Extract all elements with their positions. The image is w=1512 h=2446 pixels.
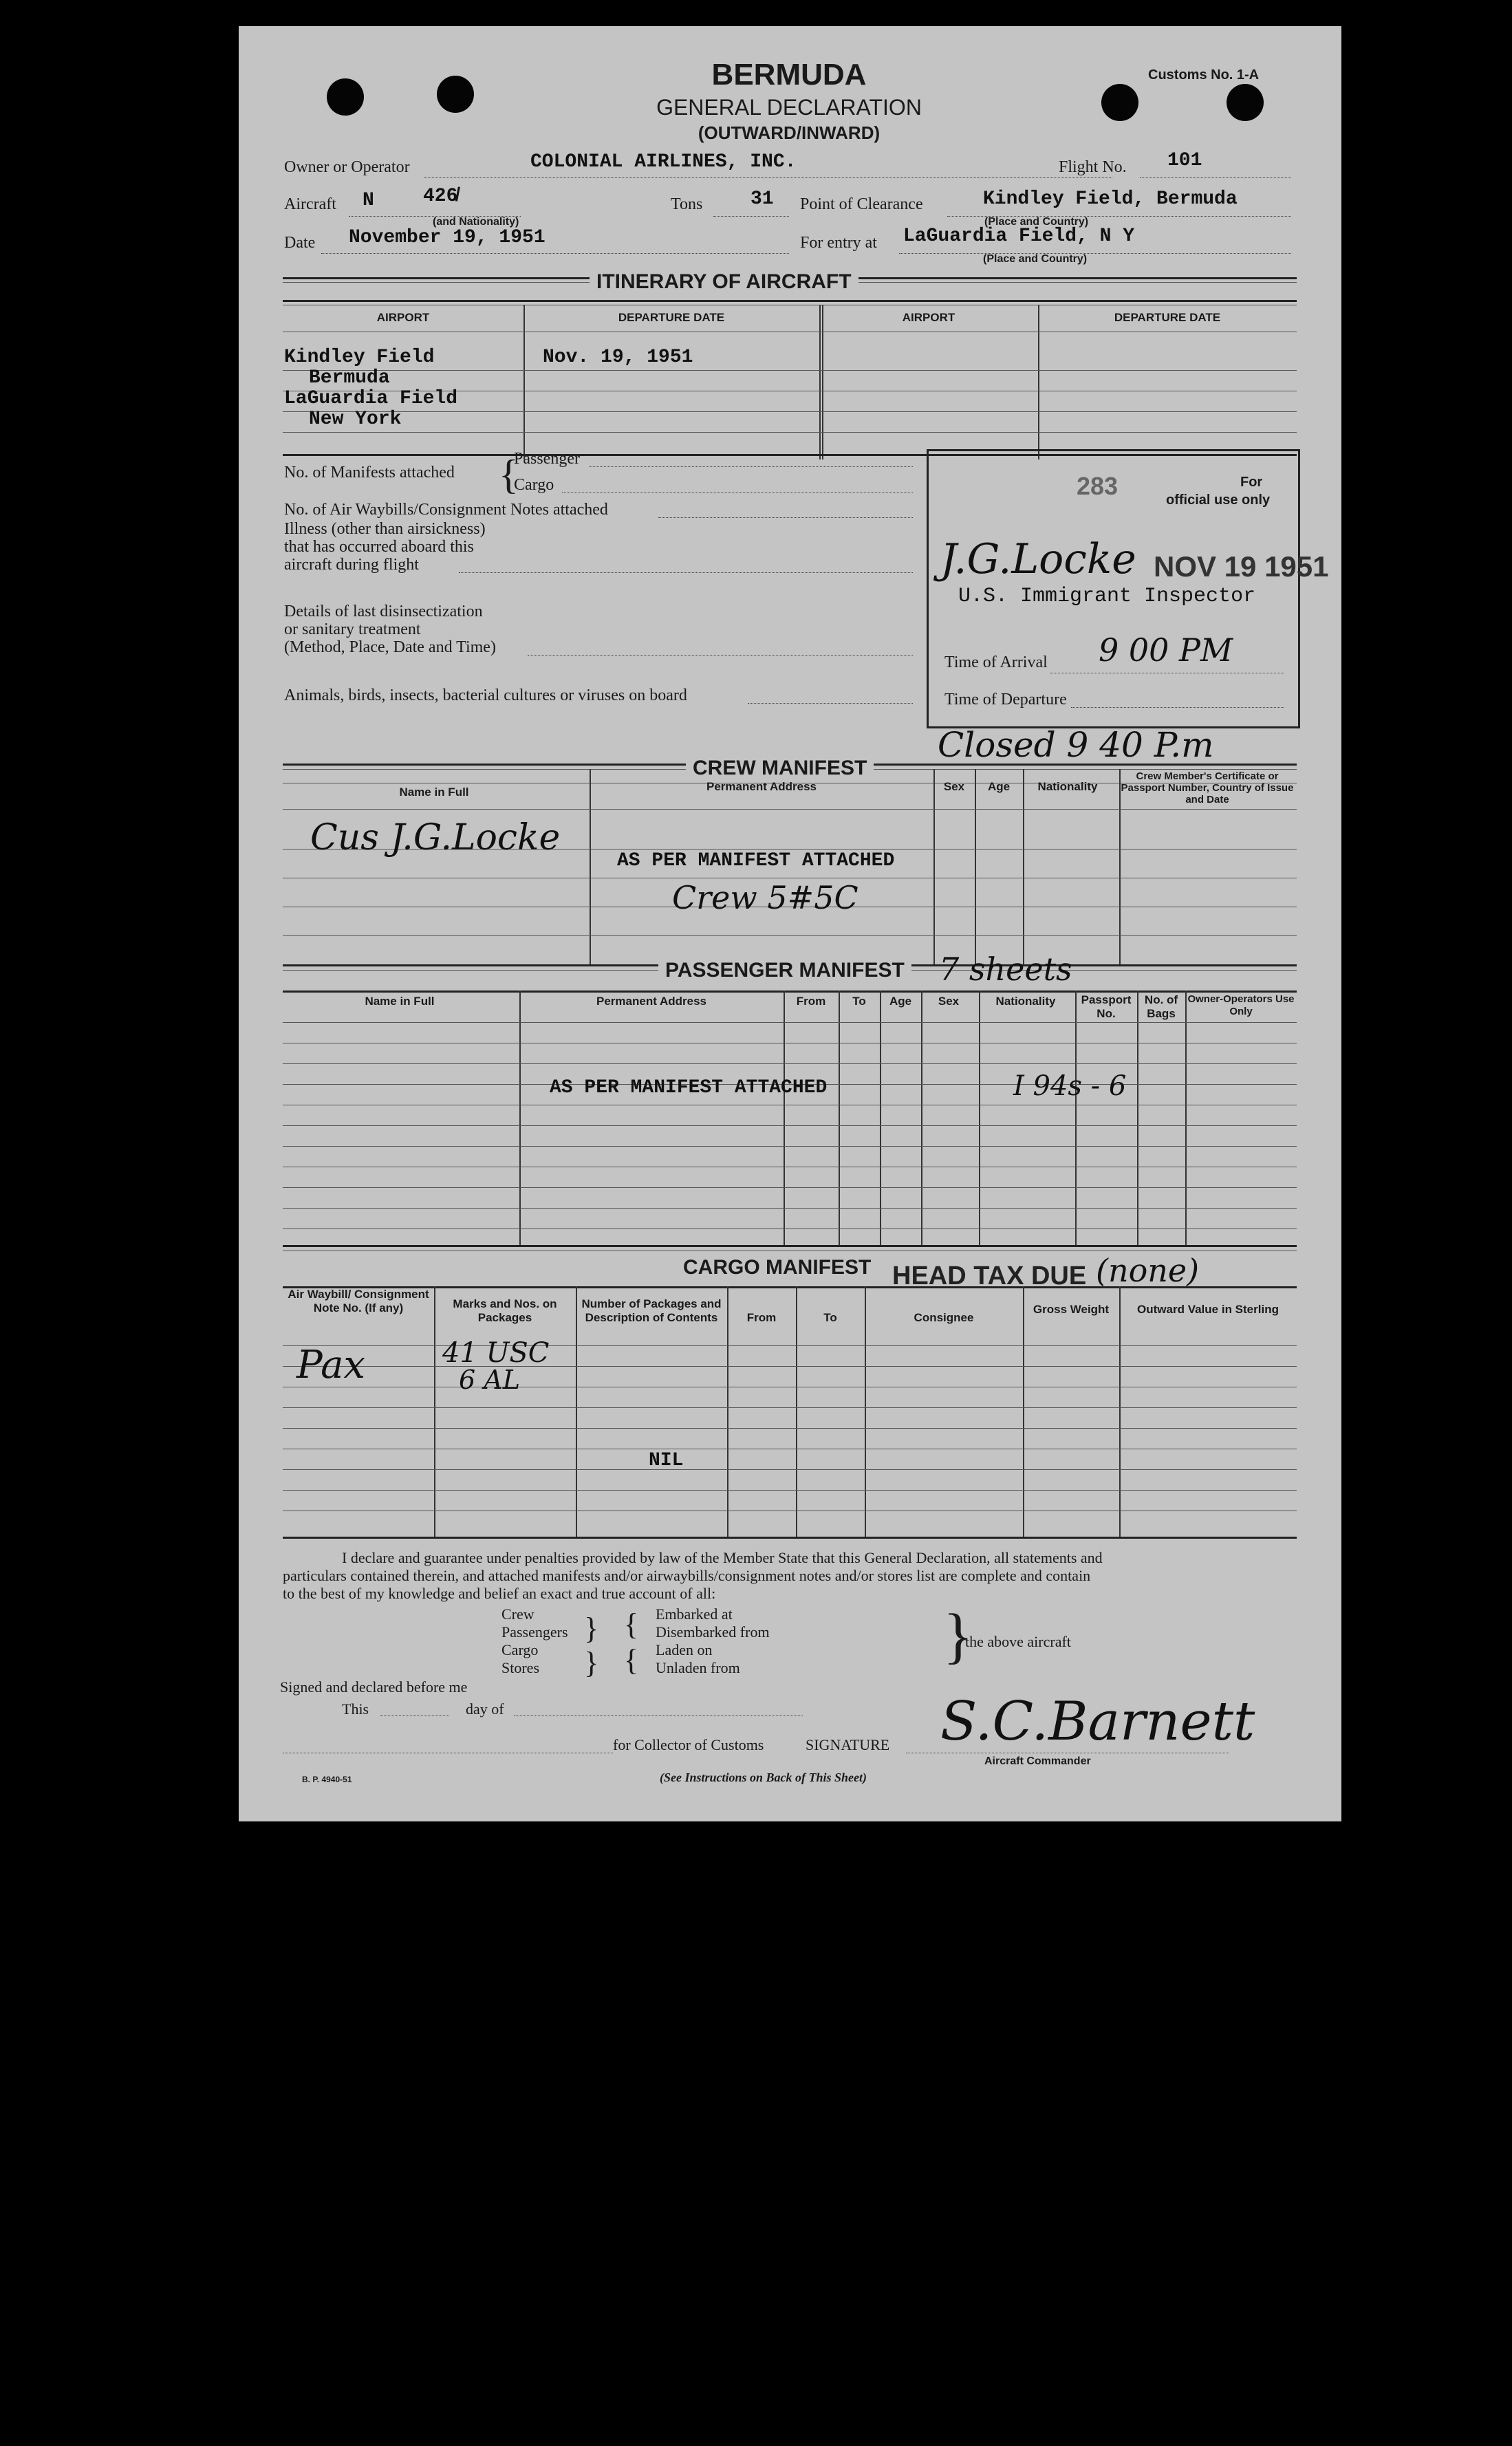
declaration-stores: Stores: [501, 1659, 539, 1676]
disinsect-label-1: Details of last disinsectization: [284, 603, 483, 620]
itinerary-col-departure-2: DEPARTURE DATE: [1114, 311, 1221, 324]
illness-label-2: that has occurred aboard this: [284, 538, 474, 556]
passenger-col-nationality: Nationality: [995, 995, 1056, 1008]
cargo-col-waybill: Air Waybill/ Consignment Note No. (If any): [288, 1288, 429, 1314]
tons-label: Tons: [671, 195, 703, 213]
place-country-note: (Place and Country): [983, 253, 1088, 265]
declaration-crew: Crew: [501, 1605, 534, 1623]
itinerary-col-airport: AIRPORT: [376, 311, 430, 324]
flight-value: 101: [1167, 150, 1202, 171]
cargo-col-value: Outward Value in Sterling: [1137, 1303, 1279, 1316]
illness-label-1: Illness (other than airsickness): [284, 520, 486, 538]
crew-col-certificate: Crew Member's Certificate or Passport Number, Country of Issue and Date: [1121, 770, 1294, 805]
punch-hole: [327, 78, 364, 116]
instructions-note: (See Instructions on Back of This Sheet): [660, 1771, 867, 1784]
form-direction: (OUTWARD/INWARD): [698, 122, 881, 143]
collector-label: for Collector of Customs: [613, 1736, 764, 1753]
cargo-handwritten-marks-2: 6 AL: [459, 1365, 520, 1395]
crew-closed-annotation: Closed 9 40 P.m: [938, 725, 1214, 765]
cargo-col-consignee: Consignee: [914, 1311, 974, 1324]
disinsect-label-2: or sanitary treatment: [284, 620, 421, 638]
cargo-manifest-title: CARGO MANIFEST: [676, 1256, 878, 1279]
animals-label: Animals, birds, insects, bacterial cultures or viruses on board: [284, 686, 687, 704]
itinerary-airport-1: Kindley Field: [284, 347, 435, 368]
itinerary-airport-2-country: New York: [309, 409, 402, 430]
passenger-col-address: Permanent Address: [596, 995, 706, 1008]
cargo-handwritten-pax: Pax: [296, 1343, 366, 1387]
declaration-day-of: day of: [466, 1700, 504, 1718]
crew-manifest-title: CREW MANIFEST: [686, 757, 874, 780]
punch-hole: [437, 76, 474, 113]
passenger-col-owner: Owner-Operators Use Only: [1187, 993, 1295, 1017]
nationality-note: (and Nationality): [433, 216, 519, 228]
signature-label: SIGNATURE: [806, 1736, 890, 1753]
declaration-text-1: I declare and guarantee under penalties provided by law of the Member State that this General Declaration, all statements and: [342, 1549, 1103, 1566]
inspector-title: U.S. Immigrant Inspector: [958, 585, 1256, 608]
passenger-col-from: From: [796, 995, 826, 1008]
arrival-time-label: Time of Arrival: [944, 653, 1048, 671]
crew-col-name: Name in Full: [399, 786, 469, 799]
illness-label-3: aircraft during flight: [284, 556, 419, 574]
clearance-value: Kindley Field, Bermuda: [983, 188, 1238, 210]
declaration-disembarked: Disembarked from: [656, 1623, 770, 1641]
cargo-manifests-label: Cargo: [514, 476, 554, 494]
date-label: Date: [284, 234, 316, 252]
official-stamp-number: 283: [1077, 472, 1119, 500]
passenger-col-sex: Sex: [938, 995, 960, 1008]
passenger-col-to: To: [852, 995, 866, 1008]
punch-hole: [1227, 84, 1264, 121]
commander-label: Aircraft Commander: [984, 1755, 1091, 1767]
departure-time-label: Time of Departure: [944, 691, 1067, 708]
declaration-form: BERMUDA GENERAL DECLARATION (OUTWARD/INWARD) Customs No. 1-A Owner or Operator COLONIAL AIRLINES, INC. Flight No. 101 Aircraft N 426̸̸ (and Nationality) Tons 31 Point of Clearance Kindley Field, Bermuda (Place and Country) Date November 19, 1951 For entry at LaGuardia Field, N Y (Place and Country) ITINERARY OF AIRCRAFT AIRPORT DEPARTURE DATE AIRPORT DEPARTURE DATE Kindley Field Bermuda LaGuardia Field New York Nov. 19, 1951 No. of Manifests attached { Passenger Cargo No. of Air Waybills/Consignment Notes attached Illness (other than airsickness) that has occurred aboard this aircraft during flight Details of last disinsectization or sanitary treatment (Method, Place, Date and Time) Animals, birds, insects, bacterial cultures or viruses on board For official use only 283 NOV 19 1951 J.G.Locke U.S. Immigrant Inspector Time of Arrival 9 00 PM Time of Departure CREW MANIFEST Closed 9 40 P.m Name in Full Permanent Address Sex Age Nationality Crew Member's Certificate or Passport Number, Country of Issue and Date Cus J.G.Locke AS PER MANIFEST ATTACHED Crew 5#5C PASSENGER MANIFEST 7 sheets Name in Full Permanent Address From To Age Sex Nationality Passport No. No. of Bags Owner-Operators Use Only AS PER MANIFEST ATTACHED I 94s - 6 CARGO MANIFEST HEAD TAX DUE (none) Air Waybill/ Consignment Note No. (If any) Marks and Nos. on Packages Number of Packages and Description of Contents From To Consignee Gross Weight Outward Value in Sterling Pax 41 USC 6 AL NIL I declare and guarantee under penalties provided by law of the Member State that this General Declaration, all statements and particulars contained therein, and attached manifests and/or airwaybills/consignment notes and/or stores list are complete and contain to the best of my knowledge and belief an exact and true account of all: Crew Passengers Cargo Stores } } { { Embarked at Disembarked from Laden on Unladen from } the above aircraft Signed and declared before me This day of for Collector of Customs SIGNATURE S.C.Barnett Aircraft Commander B. P. 4940-51 (See Instructions on Back of This Sheet): [239, 26, 1341, 1821]
aircraft-value: 426̸̸: [423, 186, 458, 207]
cargo-manifest-entry: NIL: [649, 1450, 684, 1471]
entry-label: For entry at: [800, 234, 877, 252]
declaration-above-aircraft: the above aircraft: [965, 1633, 1071, 1650]
passenger-col-bags: No. of Bags: [1144, 993, 1178, 1020]
declaration-text-3: to the best of my knowledge and belief an exact and true account of all:: [283, 1585, 716, 1602]
aircraft-prefix: N: [363, 190, 374, 211]
owner-value: COLONIAL AIRLINES, INC.: [530, 151, 797, 173]
declaration-unladen: Unladen from: [656, 1659, 740, 1676]
head-tax-handwritten: (none): [1096, 1252, 1200, 1289]
date-value: November 19, 1951: [349, 227, 546, 248]
crew-col-sex: Sex: [943, 780, 965, 793]
crew-col-address: Permanent Address: [706, 780, 817, 793]
official-for-label: For: [1240, 475, 1263, 490]
manifests-label: No. of Manifests attached: [284, 464, 455, 481]
passenger-col-passport: Passport No.: [1081, 993, 1132, 1020]
clearance-label: Point of Clearance: [800, 195, 923, 213]
passenger-manifest-entry: AS PER MANIFEST ATTACHED: [550, 1077, 828, 1098]
cargo-col-weight: Gross Weight: [1033, 1303, 1110, 1316]
inspector-signature: J.G.Locke: [940, 535, 1136, 583]
customs-form-number: Customs No. 1-A: [1148, 67, 1260, 83]
commander-signature: S.C.Barnett: [940, 1691, 1255, 1753]
arrival-time-value: 9 00 PM: [1099, 631, 1233, 669]
crew-col-age: Age: [987, 780, 1011, 793]
itinerary-departure-date: Nov. 19, 1951: [543, 347, 693, 368]
cargo-handwritten-marks-1: 41 USC: [442, 1337, 550, 1369]
passenger-manifest-title: PASSENGER MANIFEST: [658, 959, 911, 982]
cargo-col-to: To: [823, 1311, 837, 1324]
crew-manifest-entry: AS PER MANIFEST ATTACHED: [617, 850, 895, 872]
form-subtitle: GENERAL DECLARATION: [656, 95, 922, 120]
declaration-signed: Signed and declared before me: [280, 1678, 468, 1696]
declaration-passengers: Passengers: [501, 1623, 568, 1641]
form-code: B. P. 4940-51: [302, 1775, 352, 1784]
passenger-col-age: Age: [889, 995, 912, 1008]
cargo-col-from: From: [746, 1311, 777, 1324]
disinsect-label-3: (Method, Place, Date and Time): [284, 638, 496, 656]
place-country-note: (Place and Country): [984, 216, 1089, 228]
cargo-col-marks: Marks and Nos. on Packages: [453, 1297, 557, 1324]
itinerary-col-airport-2: AIRPORT: [902, 311, 955, 324]
waybills-label: No. of Air Waybills/Consignment Notes attached: [284, 501, 608, 519]
official-stamp-date: NOV 19 1951: [1154, 550, 1329, 583]
itinerary-airport-1-country: Bermuda: [309, 367, 390, 389]
itinerary-title: ITINERARY OF AIRCRAFT: [590, 270, 858, 294]
crew-handwritten-note: Crew 5#5C: [672, 879, 858, 916]
itinerary-col-departure: DEPARTURE DATE: [618, 311, 725, 324]
itinerary-airport-2: LaGuardia Field: [284, 388, 458, 409]
aircraft-label: Aircraft: [284, 195, 336, 213]
passenger-col-name: Name in Full: [365, 995, 435, 1008]
declaration-laden: Laden on: [656, 1641, 713, 1658]
form-title: BERMUDA: [711, 58, 867, 91]
entry-value: LaGuardia Field, N Y: [903, 226, 1135, 247]
official-use-label: official use only: [1166, 493, 1271, 508]
declaration-text-2: particulars contained therein, and attached manifests and/or airwaybills/consignment notes and/or stores list are complete and contain: [283, 1567, 1091, 1584]
head-tax-stamp: HEAD TAX DUE: [892, 1262, 1087, 1290]
cargo-col-packages: Number of Packages and Description of Contents: [581, 1297, 722, 1324]
crew-col-nationality: Nationality: [1037, 780, 1098, 793]
declaration-this: This: [342, 1700, 369, 1718]
passenger-sheets-annotation: 7 sheets: [939, 951, 1072, 988]
crew-handwritten-name: Cus J.G.Locke: [310, 817, 561, 858]
passenger-manifests-label: Passenger: [514, 450, 580, 468]
declaration-embarked: Embarked at: [656, 1605, 733, 1623]
passenger-handwritten-note: I 94s - 6: [1013, 1070, 1127, 1102]
tons-value: 31: [750, 188, 774, 210]
punch-hole: [1101, 84, 1138, 121]
owner-label: Owner or Operator: [284, 158, 410, 176]
declaration-cargo: Cargo: [501, 1641, 539, 1658]
flight-label: Flight No.: [1059, 158, 1127, 176]
